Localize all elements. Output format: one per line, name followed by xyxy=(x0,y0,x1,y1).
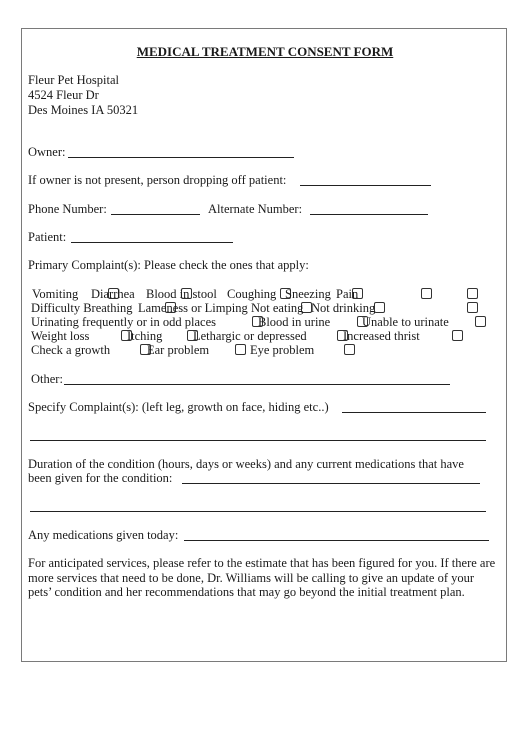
duration-field[interactable] xyxy=(182,483,480,484)
complaint-sneezing: Sneezing xyxy=(285,287,331,301)
patient-label: Patient: xyxy=(28,230,67,244)
complaint-itching: Itching xyxy=(127,329,163,343)
specify-field[interactable] xyxy=(342,412,486,413)
hospital-name: Fleur Pet Hospital xyxy=(28,73,119,87)
complaint-increased-thirst: Increased thrist xyxy=(343,329,420,343)
specify-field-line-2[interactable] xyxy=(30,440,486,441)
complaint-pain: Pain xyxy=(336,287,359,301)
complaint-diarrhea: Diarrhea xyxy=(91,287,135,301)
complaint-blood-in-urine: Blood in urine xyxy=(258,315,331,329)
alt-phone-field[interactable] xyxy=(310,214,428,215)
duration-label-line-1: Duration of the condition (hours, days or weeks) and any current medications that have xyxy=(28,457,464,471)
patient-field[interactable] xyxy=(71,242,233,243)
complaint-vomiting: Vomiting xyxy=(32,287,79,301)
complaint-not-eating: Not eating xyxy=(251,301,304,315)
pain-checkbox[interactable] xyxy=(467,288,478,299)
medications-today-field[interactable] xyxy=(184,540,489,541)
phone-field[interactable] xyxy=(111,214,200,215)
alt-phone-label: Alternate Number: xyxy=(208,202,303,216)
complaint-difficulty-breathing: Difficulty Breathing xyxy=(31,301,133,315)
other-label: Other: xyxy=(31,372,63,386)
drop-off-field[interactable] xyxy=(300,185,431,186)
hospital-street: 4524 Fleur Dr xyxy=(28,88,99,102)
specify-label: Specify Complaint(s): (left leg, growth on face, hiding etc..) xyxy=(28,400,329,414)
duration-field-line-2[interactable] xyxy=(30,511,486,512)
complaint-ear-problem: Ear problem xyxy=(147,343,210,357)
eye-problem-checkbox[interactable] xyxy=(344,344,355,355)
increased-thirst-checkbox[interactable] xyxy=(452,330,463,341)
other-field[interactable] xyxy=(64,384,450,385)
complaint-blood-in-stool: Blood in stool xyxy=(146,287,217,301)
complaints-header: Primary Complaint(s): Please check the ones that apply: xyxy=(28,258,309,272)
not-eating-checkbox[interactable] xyxy=(374,302,385,313)
complaint-coughing: Coughing xyxy=(227,287,277,301)
footer-paragraph: For anticipated services, please refer to the estimate that has been figured for you. If there are more services that need to be done, Dr. Williams will be calling to give an update of your pets’ condition and her recommendations that may go beyond the initial treatment plan. xyxy=(28,556,496,599)
sneezing-checkbox[interactable] xyxy=(421,288,432,299)
medications-today-label: Any medications given today: xyxy=(28,528,179,542)
complaint-urinating: Urinating frequently or in odd places xyxy=(31,315,217,329)
complaint-check-growth: Check a growth xyxy=(31,343,111,357)
form-title: MEDICAL TREATMENT CONSENT FORM xyxy=(136,44,394,59)
duration-label-line-2: been given for the condition: xyxy=(28,471,173,485)
hospital-city: Des Moines IA 50321 xyxy=(28,103,139,117)
complaint-unable-to-urinate: Unable to urinate xyxy=(362,315,449,329)
unable-to-urinate-checkbox[interactable] xyxy=(475,316,486,327)
complaint-not-drinking: Not drinking xyxy=(311,301,376,315)
owner-label: Owner: xyxy=(28,145,66,159)
complaint-lethargic: Lethargic or depressed xyxy=(193,329,307,343)
complaint-eye-problem: Eye problem xyxy=(250,343,315,357)
complaint-weight-loss: Weight loss xyxy=(31,329,90,343)
phone-label: Phone Number: xyxy=(28,202,107,216)
ear-problem-checkbox[interactable] xyxy=(235,344,246,355)
drop-off-label: If owner is not present, person dropping off patient: xyxy=(28,173,287,187)
owner-field[interactable] xyxy=(68,157,294,158)
complaint-lameness: Lameness or Limping xyxy=(138,301,248,315)
not-drinking-checkbox[interactable] xyxy=(467,302,478,313)
